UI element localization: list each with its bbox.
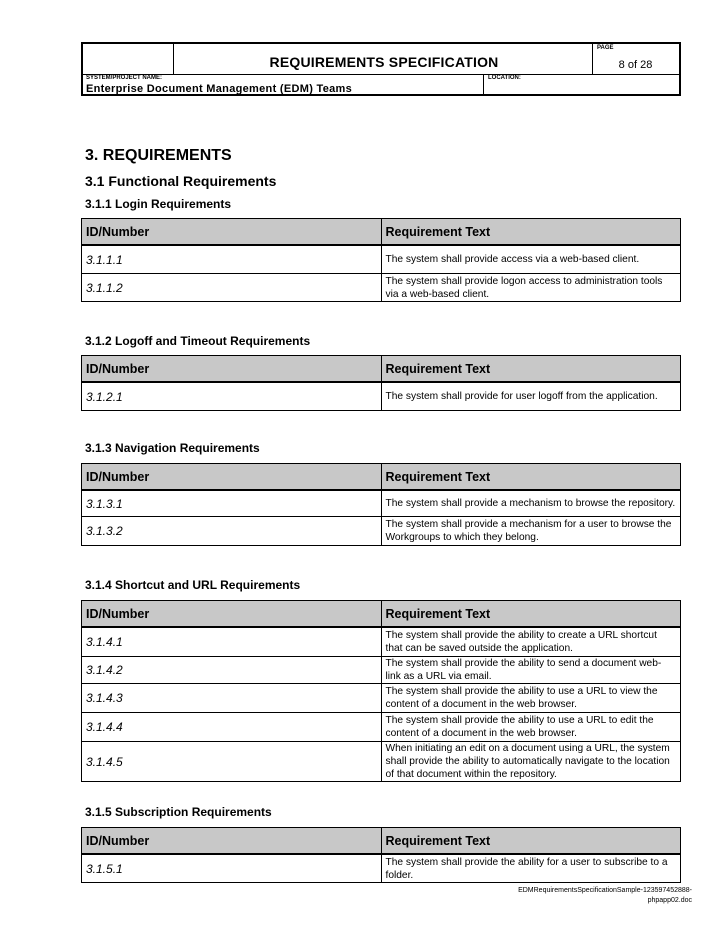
table-row <box>82 742 681 782</box>
table-row <box>82 490 681 517</box>
table-header-row <box>82 464 681 491</box>
group-heading-login: 3.1.1 Login Requirements <box>85 197 232 211</box>
column-header-text: Requirement Text <box>381 464 681 491</box>
requirements-table-navigation <box>81 463 681 546</box>
column-header-id: ID/Number <box>82 828 382 855</box>
requirement-id: 3.1.1.1 <box>82 245 382 274</box>
requirement-id: 3.1.4.5 <box>82 742 382 782</box>
requirement-id: 3.1.4.2 <box>82 657 382 684</box>
table-row <box>82 854 681 883</box>
document-header <box>81 42 681 96</box>
requirement-text: The system shall provide the ability to use a URL to view the content of a document in the web browser. <box>381 684 681 713</box>
column-header-text: Requirement Text <box>381 356 681 383</box>
requirement-text: The system shall provide the ability to use a URL to edit the content of a document in the web browser. <box>381 713 681 742</box>
requirement-text: The system shall provide a mechanism to browse the repository. <box>381 490 681 517</box>
column-header-id: ID/Number <box>82 356 382 383</box>
requirement-text: The system shall provide access via a web-based client. <box>381 245 681 274</box>
column-header-text: Requirement Text <box>381 828 681 855</box>
group-heading-logoff: 3.1.2 Logoff and Timeout Requirements <box>85 334 311 348</box>
requirement-id: 3.1.4.3 <box>82 684 382 713</box>
footer-filename-line2: phpapp02.doc <box>647 897 692 904</box>
table-row <box>82 245 681 274</box>
requirement-id: 3.1.4.1 <box>82 627 382 657</box>
requirements-table-logoff <box>81 355 681 411</box>
table-row <box>82 713 681 742</box>
group-heading-subscription: 3.1.5 Subscription Requirements <box>85 805 272 819</box>
requirement-id: 3.1.1.2 <box>82 274 382 302</box>
table-header-row <box>82 828 681 855</box>
requirement-text: The system shall provide the ability to create a URL shortcut that can be saved outside the application. <box>381 627 681 657</box>
section-title: 3. REQUIREMENTS <box>85 147 232 164</box>
requirement-text: The system shall provide the ability to send a document web-link as a URL via email. <box>381 657 681 684</box>
requirements-table-shortcut-url <box>81 600 681 782</box>
table-header-row <box>82 356 681 383</box>
table-row <box>82 684 681 713</box>
requirement-text: The system shall provide the ability for a user to subscribe to a folder. <box>381 854 681 883</box>
requirement-text: The system shall provide for user logoff from the application. <box>381 382 681 411</box>
table-row <box>82 274 681 302</box>
column-header-text: Requirement Text <box>381 219 681 246</box>
group-heading-navigation: 3.1.3 Navigation Requirements <box>85 441 260 455</box>
header-bottom-row <box>83 74 679 96</box>
system-label: SYSTEM/PROJECT NAME: <box>86 75 163 81</box>
location-label: LOCATION: <box>488 75 521 81</box>
requirements-table-login <box>81 218 681 302</box>
system-name: Enterprise Document Management (EDM) Teams <box>86 83 353 95</box>
requirement-text: The system shall provide logon access to administration tools via a web-based client. <box>381 274 681 302</box>
requirement-text: When initiating an edit on a document using a URL, the system shall provide the ability to automatically navigate to the location of that document within the repository. <box>381 742 681 782</box>
document-title: REQUIREMENTS SPECIFICATION <box>269 54 499 70</box>
requirement-id: 3.1.4.4 <box>82 713 382 742</box>
header-top-row <box>83 44 679 75</box>
page-cell <box>592 44 682 74</box>
section-subtitle: 3.1 Functional Requirements <box>85 173 277 189</box>
column-header-id: ID/Number <box>82 219 382 246</box>
table-header-row <box>82 219 681 246</box>
page-label: PAGE <box>597 45 614 51</box>
requirement-id: 3.1.2.1 <box>82 382 382 411</box>
table-row <box>82 657 681 684</box>
footer-filename-line1: EDMRequirementsSpecificationSample-123597452888- <box>518 887 692 894</box>
document-footer <box>518 886 692 906</box>
requirement-id: 3.1.3.2 <box>82 517 382 546</box>
requirements-table-subscription <box>81 827 681 883</box>
table-row <box>82 517 681 546</box>
table-header-row <box>82 601 681 628</box>
table-row <box>82 382 681 411</box>
system-cell <box>83 74 484 96</box>
group-heading-shortcut-url: 3.1.4 Shortcut and URL Requirements <box>85 578 301 592</box>
requirement-id: 3.1.5.1 <box>82 854 382 883</box>
table-row <box>82 627 681 657</box>
header-logo-cell <box>83 44 174 74</box>
column-header-id: ID/Number <box>82 464 382 491</box>
page-number: 8 of 28 <box>618 59 653 71</box>
column-header-id: ID/Number <box>82 601 382 628</box>
requirement-text: The system shall provide a mechanism for a user to browse the Workgroups to which they belong. <box>381 517 681 546</box>
column-header-text: Requirement Text <box>381 601 681 628</box>
requirement-id: 3.1.3.1 <box>82 490 382 517</box>
